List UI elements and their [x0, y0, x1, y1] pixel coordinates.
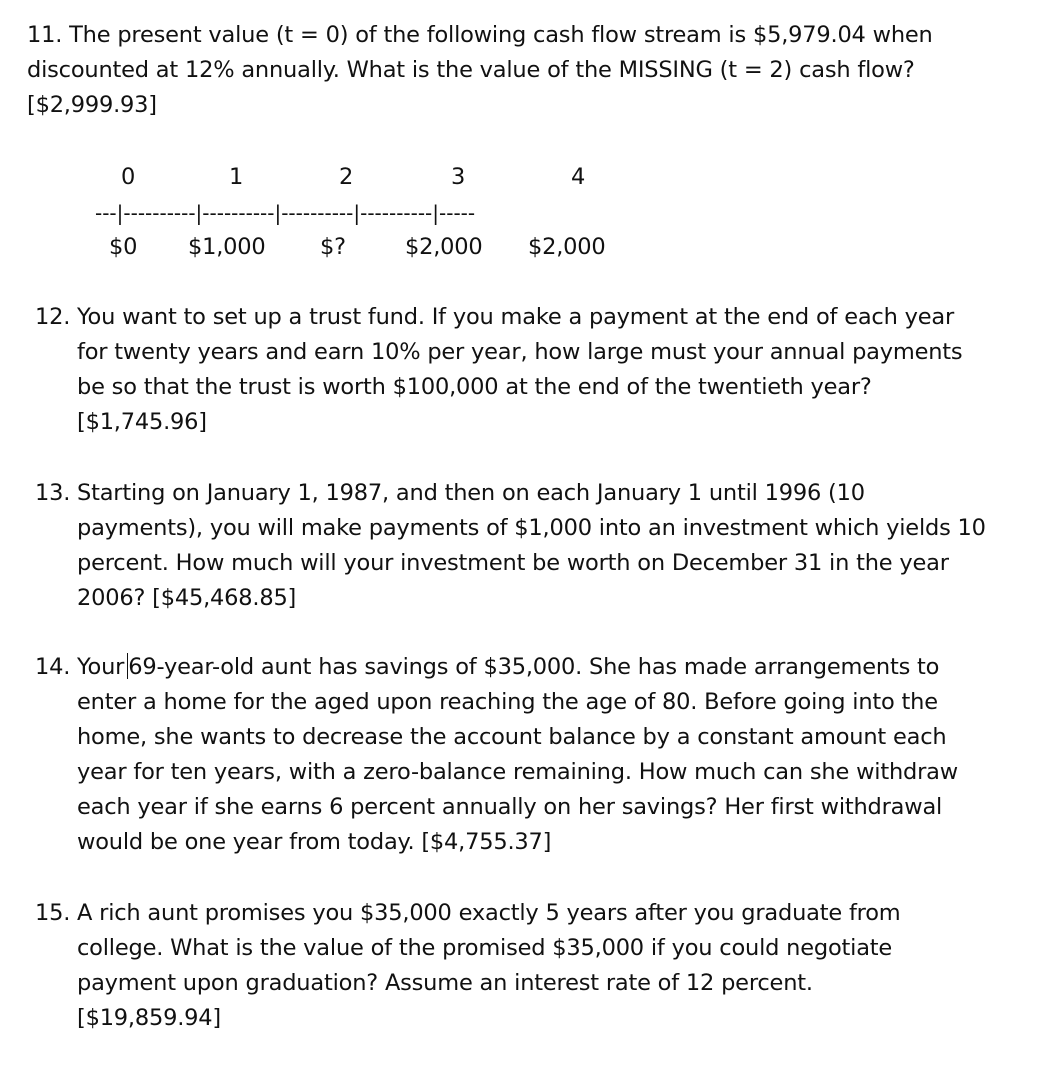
timeline-cash-flow: $2,000 [528, 234, 606, 260]
question-14-first-word: Your [77, 654, 125, 680]
timeline-cash-flow: $1,000 [188, 234, 266, 260]
question-12-line: You want to set up a trust fund. If you make a payment at the end of each year [77, 304, 955, 330]
question-15-answer: [$19,859.94] [77, 1005, 221, 1031]
timeline-rule: ---|----------|----------|----------|----------|----- [95, 201, 476, 225]
question-14-line: home, she wants to decrease the account balance by a constant amount each [77, 724, 947, 750]
question-12-answer: [$1,745.96] [77, 409, 207, 435]
question-14-line: enter a home for the aged upon reaching the age of 80. Before going into the [77, 689, 938, 715]
timeline-cash-flow: $? [320, 234, 346, 260]
question-13-line: percent. How much will your investment be worth on December 31 in the year [77, 550, 949, 576]
timeline-period-label: 3 [451, 164, 466, 190]
question-13-line: Starting on January 1, 1987, and then on each January 1 until 1996 (10 [77, 480, 865, 506]
timeline-period-label: 4 [571, 164, 586, 190]
question-14-first-rest: 69-year-old aunt has savings of $35,000. She has made arrangements to [128, 654, 940, 680]
timeline-cash-flow: $0 [109, 234, 138, 260]
question-13 [35, 476, 1035, 616]
question-15-line: college. What is the value of the promised $35,000 if you could negotiate [77, 935, 893, 961]
question-13-line: 2006? [$45,468.85] [77, 585, 297, 611]
question-11-line: 11. The present value (t = 0) of the following cash flow stream is $5,979.04 when [27, 22, 933, 48]
timeline-period-label: 1 [229, 164, 244, 190]
question-11-answer: [$2,999.93] [27, 92, 157, 118]
question-number: 15. [35, 900, 71, 926]
question-15-line: payment upon graduation? Assume an interest rate of 12 percent. [77, 970, 813, 996]
question-13-line: payments), you will make payments of $1,000 into an investment which yields 10 [77, 515, 986, 541]
question-14 [35, 650, 1035, 860]
cash-flow-timeline [0, 0, 1064, 280]
question-number: 12. [35, 304, 71, 330]
question-11-line: discounted at 12% annually. What is the value of the MISSING (t = 2) cash flow? [27, 57, 915, 83]
timeline-period-label: 2 [339, 164, 354, 190]
question-number: 14. [35, 654, 71, 680]
question-14-line: year for ten years, with a zero-balance remaining. How much can she withdraw [77, 759, 958, 785]
timeline-period-label: 0 [121, 164, 136, 190]
timeline-cash-flow: $2,000 [405, 234, 483, 260]
question-15 [35, 896, 1035, 1036]
question-14-line: would be one year from today. [$4,755.37] [77, 829, 552, 855]
question-12-line: be so that the trust is worth $100,000 at the end of the twentieth year? [77, 374, 872, 400]
question-12 [35, 300, 1035, 440]
question-15-line: A rich aunt promises you $35,000 exactly 5 years after you graduate from [77, 900, 901, 926]
question-number: 13. [35, 480, 71, 506]
question-12-line: for twenty years and earn 10% per year, how large must your annual payments [77, 339, 963, 365]
question-14-line: each year if she earns 6 percent annually on her savings? Her first withdrawal [77, 794, 943, 820]
question-14-line [77, 650, 1035, 685]
